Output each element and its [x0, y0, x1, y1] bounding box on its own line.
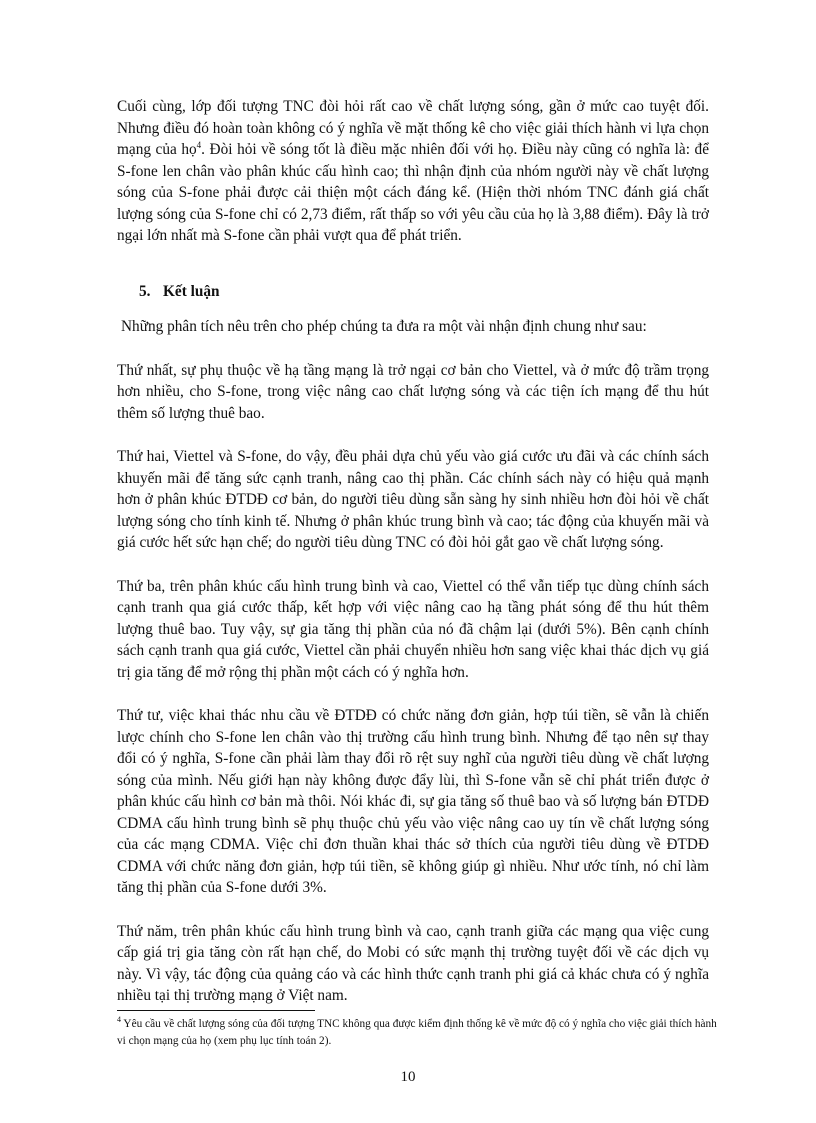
- page-number: 10: [400, 1069, 416, 1085]
- conclusion-intro: Những phân tích nêu trên cho phép chúng ta đưa ra một vài nhận định chung như sau:: [121, 318, 647, 335]
- paragraph-tnc: [117, 96, 709, 247]
- footnote-reference[interactable]: 4: [196, 139, 202, 150]
- section-heading: [139, 281, 709, 303]
- conclusion-fifth: Thứ năm, trên phân khúc cấu hình trung bình và cao, cạnh tranh giữa các mạng qua việc cung cấp giá trị gia tăng còn rất hạn chế, do Mobi có sức mạnh thị trường tuyệt đối về các dịch vụ này. Vì vậy, tác động của quảng cáo và các hình thức cạnh tranh phi giá cả khác chưa có ý nghĩa nhiều tại thị trường mạng ở Việt nam.: [117, 922, 709, 1004]
- paragraph-text: Cuối cùng, lớp đối tượng TNC đòi hỏi rất cao về chất lượng sóng, gần ở mức cao tuyệt đối. Nhưng điều đó hoàn toàn không có ý nghĩa về mặt thống kê cho việc giải thích hành vi lựa chọn mạng của họ: [117, 98, 709, 158]
- footnote-text: Yêu cầu về chất lượng sóng của đối tượng TNC không qua được kiểm định thống kê về mức độ có ý nghĩa cho việc giải thích hành vi chọn mạng của họ (xem phụ lục tính toán 2).: [117, 1018, 717, 1047]
- footnote-marker: 4: [117, 1015, 121, 1025]
- section-number: 5.: [139, 282, 151, 300]
- conclusion-second: Thứ hai, Viettel và S-fone, do vậy, đều phải dựa chủ yếu vào giá cước ưu đãi và các chính sách khuyến mãi để tăng sức cạnh tranh, nâng cao thị phần. Các chính sách này có hiệu quả mạnh hơn ở phân khúc ĐTDĐ cơ bản, do người tiêu dùng sẵn sàng hy sinh nhiều hơn đòi hỏi về chất lượng sóng cho tính kinh tế. Nhưng ở phân khúc trung bình và cao; tác động của khuyến mãi và giá cước hết sức hạn chế; do người tiêu dùng TNC có đòi hỏi gắt gao về chất lượng sóng.: [117, 448, 709, 551]
- conclusion-third: Thứ ba, trên phân khúc cấu hình trung bình và cao, Viettel có thể vẫn tiếp tục dùng chính sách cạnh tranh qua giá cước thấp, kết hợp với việc nâng cao hạ tầng phát sóng để thu hút thêm lượng thuê bao. Tuy vậy, sự gia tăng thị phần của nó đã chậm lại (dưới 5%). Bên cạnh chính sách cạnh tranh qua giá cước, Viettel cần phải chuyển nhiều hơn sang việc khai thác dịch vụ giá trị gia tăng để mở rộng thị phần một cách có ý nghĩa hơn.: [117, 577, 709, 681]
- page-body: [117, 96, 709, 1007]
- section-title: Kết luận: [163, 282, 220, 300]
- conclusion-first: Thứ nhất, sự phụ thuộc về hạ tầng mạng là trở ngại cơ bản cho Viettel, và ở mức độ trầm trọng hơn nhiều, cho S-fone, trong việc nâng cao chất lượng sóng và các tiện ích mạng để thu hút thêm số lượng thuê bao.: [117, 361, 709, 422]
- footnote: [117, 1016, 717, 1049]
- footnote-separator: [117, 1010, 315, 1011]
- conclusion-fourth: Thứ tư, việc khai thác nhu cầu về ĐTDĐ có chức năng đơn giản, hợp túi tiền, sẽ vẫn là chiến lược chính cho S-fone len chân vào thị trường cấu hình trung bình. Nhưng để tạo nên sự thay đổi có ý nghĩa, S-fone cần phải làm thay đổi rõ rệt suy nghĩ của người tiêu dùng về chất lượng sóng của mình. Nếu giới hạn này không được đẩy lùi, thì S-fone vẫn sẽ chỉ phát triển được ở phân khúc cấu hình cơ bản mà thôi. Nói khác đi, sự gia tăng số thuê bao và số lượng bán ĐTDĐ CDMA cấu hình trung bình sẽ phụ thuộc chủ yếu vào việc nâng cao uy tín về chất lượng sóng của các mạng CDMA. Việc chỉ đơn thuần khai thác sở thích của người tiêu dùng về ĐTDĐ CDMA với chức năng đơn giản, hợp túi tiền, sẽ không giúp gì nhiều. Như ước tính, nó chỉ làm tăng thị phần của S-fone dưới 3%.: [117, 707, 709, 896]
- paragraph-text: . Đòi hỏi về sóng tốt là điều mặc nhiên đối với họ. Điều này cũng có nghĩa là: để S-fone len chân vào phân khúc cấu hình cao; thì nhận định của nhóm người này về chất lượng sóng của S-fone phải được cải thiện một cách đáng kể. (Hiện thời nhóm TNC đánh giá chất lượng sóng của S-fone chỉ có 2,73 điểm, rất thấp so với yêu cầu của họ là 3,88 điểm). Đây là trở ngại lớn nhất mà S-fone cần phải vượt qua để phát triển.: [117, 141, 709, 244]
